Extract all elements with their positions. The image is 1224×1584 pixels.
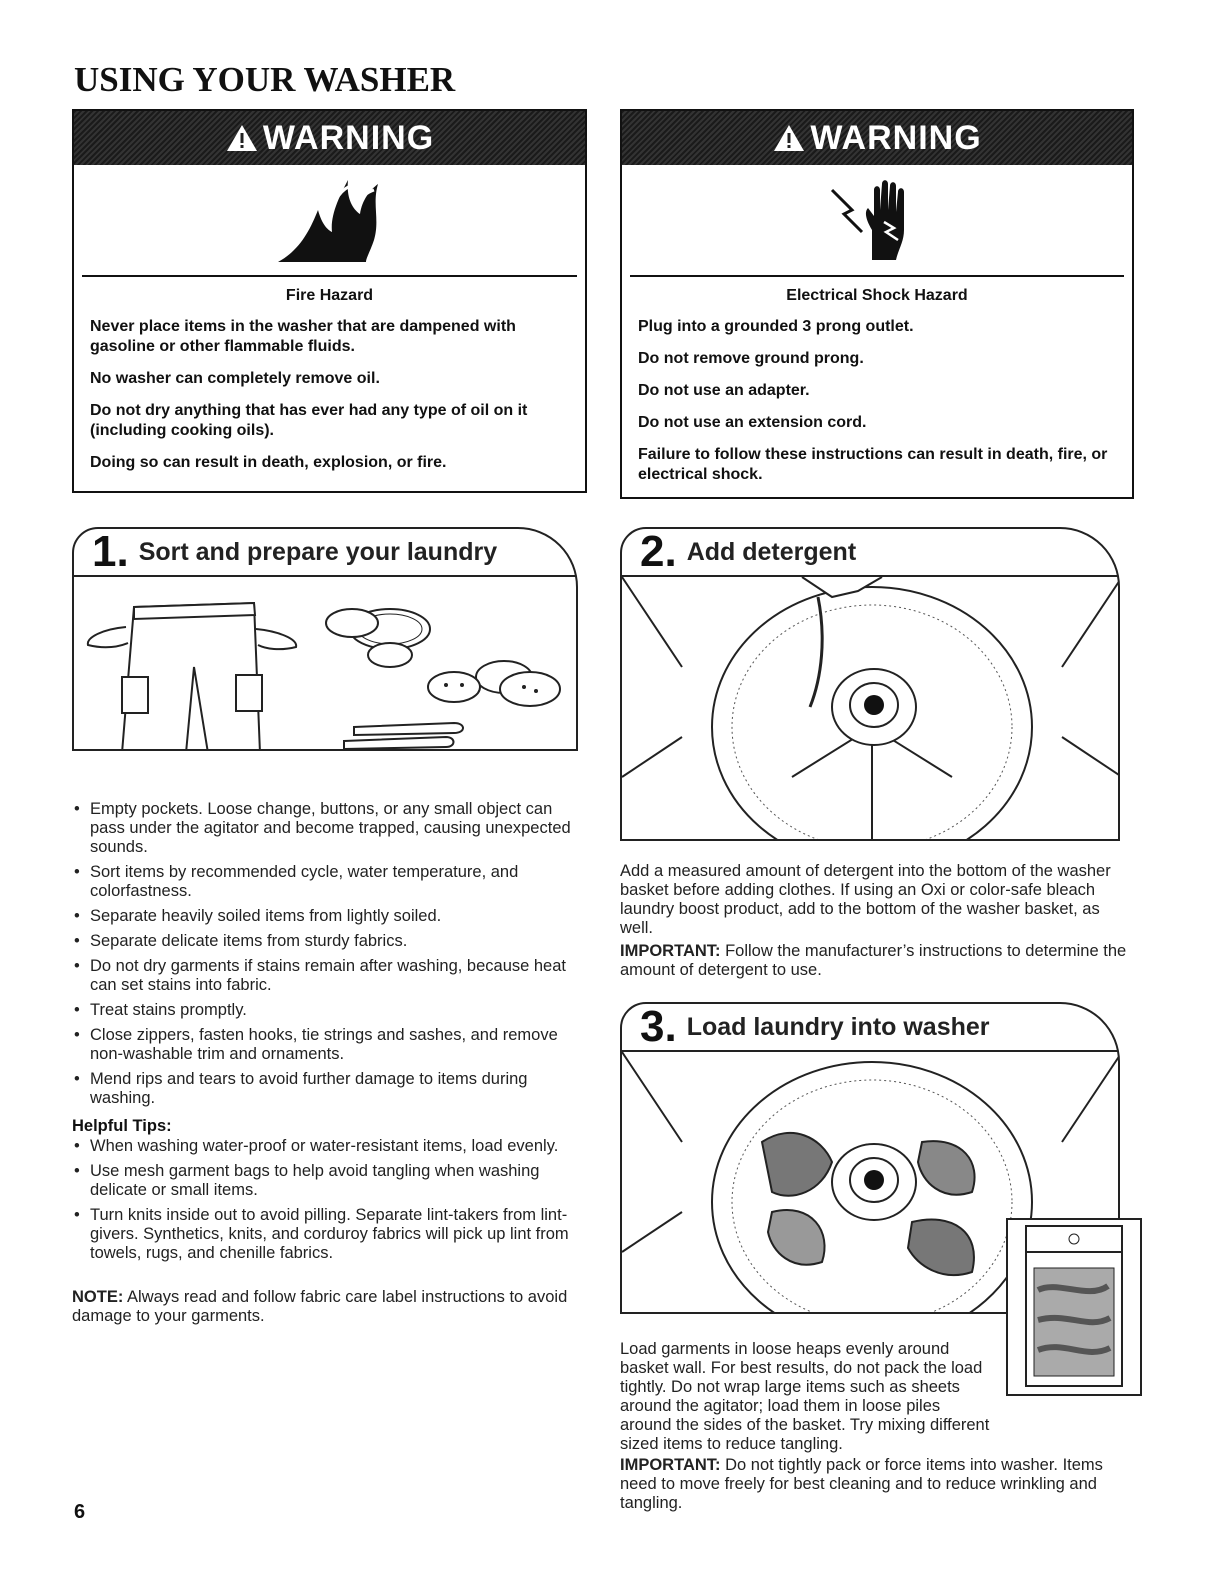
list-item: • Close zippers, fasten hooks, tie strings and sashes, and remove non-washable trim and ornaments. [72, 1026, 572, 1064]
step-1-panel [72, 527, 578, 751]
warning-line: Do not use an adapter. [638, 382, 810, 399]
important-paragraph: IMPORTANT: Do not tightly pack or force items into washer. Items need to move freely for best cleaning and to reduce wrinkling and tangling. [620, 1456, 1103, 1512]
list-item: • Mend rips and tears to avoid further damage to items during washing. [72, 1070, 572, 1108]
step-title: Sort and prepare your laundry [138, 537, 498, 566]
electrical-shock-warning [620, 109, 1134, 499]
warning-line: No washer can completely remove oil. [90, 370, 380, 387]
list-item: • Empty pockets. Loose change, buttons, or any small object can pass under the agitator and become trapped, causing unexpected sounds. [72, 800, 572, 857]
warning-line: Do not dry anything that has ever had any type of oil on it (including cooking oils). [90, 402, 528, 439]
step-number: 1. [92, 527, 129, 576]
warning-line: Do not use an extension cord. [638, 414, 867, 431]
list-item: • Sort items by recommended cycle, water temperature, and colorfastness. [72, 863, 572, 901]
page-number: 6 [74, 1501, 86, 1523]
warning-line: Never place items in the washer that are dampened with gasoline or other flammable fluids. [90, 318, 516, 355]
page-title: USING YOUR WASHER [74, 60, 456, 99]
detergent-illustration [622, 577, 1118, 839]
list-item: • Use mesh garment bags to help avoid tangling when washing delicate or small items. [72, 1162, 592, 1200]
warning-line: Doing so can result in death, explosion, or fire. [90, 454, 447, 471]
warning-line: Failure to follow these instructions can result in death, fire, or electrical shock. [638, 446, 1108, 483]
hazard-title: Fire Hazard [285, 287, 374, 304]
list-item: • When washing water-proof or water-resistant items, load evenly. [72, 1137, 592, 1156]
step-number: 2. [640, 527, 677, 576]
helpful-tips-heading: Helpful Tips: [72, 1117, 172, 1135]
list-item: • Turn knits inside out to avoid pilling. Separate lint-takers from lint-givers. Synthetics, knits, and corduroy fabrics will pick up lint from towels, rugs, and chenille fabrics. [72, 1206, 592, 1263]
list-item: • Treat stains promptly. [72, 1001, 572, 1020]
sort-instructions-list [72, 800, 572, 1114]
step-title: Load laundry into washer [686, 1012, 990, 1041]
warning-triangle-icon [772, 123, 806, 153]
warning-header: WARNING [622, 111, 1132, 165]
list-item: • Separate delicate items from sturdy fabrics. [72, 932, 572, 951]
step-number: 3. [640, 1002, 677, 1051]
electric-shock-icon [822, 170, 932, 270]
note-paragraph: NOTE: Always read and follow fabric care label instructions to avoid damage to your garments. [72, 1288, 568, 1325]
fire-icon [270, 170, 390, 270]
pockets-illustration [74, 577, 576, 749]
step-title: Add detergent [686, 537, 857, 566]
important-paragraph: IMPORTANT: Follow the manufacturer’s instructions to determine the amount of detergent to use. [620, 942, 1127, 979]
warning-header: WARNING [74, 111, 585, 165]
warning-line: Plug into a grounded 3 prong outlet. [638, 318, 914, 335]
step-2-panel [620, 527, 1120, 841]
list-item: • Separate heavily soiled items from lightly soiled. [72, 907, 572, 926]
load-paragraph: Load garments in loose heaps evenly around basket wall. For best results, do not pack the load tightly. Do not wrap large items such as sheets around the agitator; load them in loose piles around the sides of the basket. Try mixing different sized items to reduce tangling. [620, 1340, 990, 1453]
list-item: • Do not dry garments if stains remain after washing, because heat can set stains into fabric. [72, 957, 572, 995]
detergent-paragraph: Add a measured amount of detergent into the bottom of the washer basket before adding clothes. If using an Oxi or color-safe bleach laundry boost product, add to the bottom of the washer basket, as well. [620, 862, 1111, 937]
fire-hazard-warning [72, 109, 587, 493]
washer-inset-illustration [1006, 1218, 1142, 1396]
warning-triangle-icon [225, 123, 259, 153]
hazard-title: Electrical Shock Hazard [786, 287, 968, 304]
warning-line: Do not remove ground prong. [638, 350, 864, 367]
helpful-tips-list [72, 1137, 592, 1269]
